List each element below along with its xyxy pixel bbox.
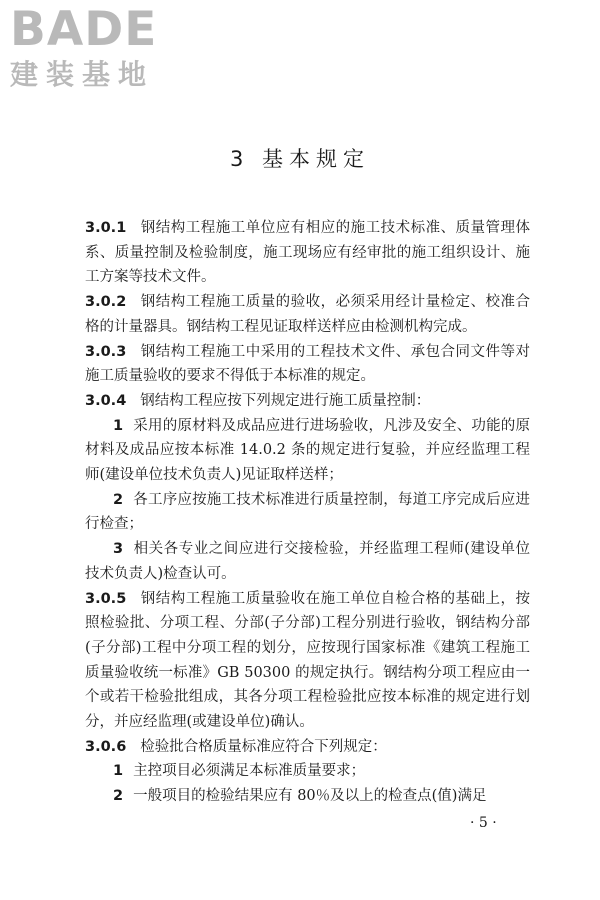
clause-3-0-6 xyxy=(85,735,530,760)
clause-3-0-3 xyxy=(85,340,530,389)
item-text: 相关各专业之间应进行交接检验，并经监理工程师(建设单位技术负责人)检查认可。 xyxy=(85,541,530,582)
item-text: 采用的原材料及成品应进行进场验收，凡涉及安全、功能的原材料及成品应按本标准 14.0.2 条的规定进行复验，并应经监理工程师(建设单位技术负责人)见证取样送样； xyxy=(85,417,530,484)
clause-3-0-5 xyxy=(85,587,530,735)
logo-brand: BADE xyxy=(10,2,158,57)
clause-text: 钢结构工程施工质量验收在施工单位自检合格的基础上，按照检验批、分项工程、分部(子分部)工程分别进行验收，钢结构分部(子分部)工程中分项工程的划分，应按现行国家标准《建筑工程施工质量验收统一标准》GB 50300 的规定执行。钢结构分项工程应由一个或若干检验批组成，其各分项工程检验批应按本标准的规定进行划分，并应经监理(或建设单位)确认。 xyxy=(85,590,530,731)
chapter-title: 3 基本规定 xyxy=(229,147,371,171)
item-text: 主控项目必须满足本标准质量要求； xyxy=(133,763,366,780)
item-number: 3 xyxy=(113,541,124,558)
clause-number: 3.0.2 xyxy=(85,294,127,311)
clause-number: 3.0.4 xyxy=(85,392,127,409)
clause-number: 3.0.1 xyxy=(85,220,127,236)
clause-text: 钢结构工程施工中采用的工程技术文件、承包合同文件等对施工质量验收的要求不得低于本标准的规定。 xyxy=(85,343,530,385)
clause-item xyxy=(85,537,530,586)
clause-item xyxy=(85,488,530,537)
clause-text: 钢结构工程应按下列规定进行施工质量控制： xyxy=(140,392,431,409)
item-text: 一般项目的检验结果应有 80％及以上的检查点(值)满足 xyxy=(133,788,487,805)
clause-text: 检验批合格质量标准应符合下列规定： xyxy=(140,738,387,755)
item-text: 各工序应按施工技术标准进行质量控制，每道工序完成后应进行检查； xyxy=(85,491,530,533)
clause-3-0-4 xyxy=(85,389,530,414)
item-number: 2 xyxy=(113,788,124,805)
logo xyxy=(10,2,175,92)
item-number: 1 xyxy=(113,417,124,434)
clause-item xyxy=(85,759,530,784)
clauses-content xyxy=(85,216,530,809)
logo-subtitle: 建装基地 xyxy=(10,58,155,91)
item-number: 1 xyxy=(113,763,124,780)
clause-text: 钢结构工程施工单位应有相应的施工技术标准、质量管理体系、质量控制及检验制度，施工现场应有经审批的施工组织设计、施工方案等技术文件。 xyxy=(85,220,530,286)
page-number: · 5 · xyxy=(470,815,497,831)
clause-3-0-2 xyxy=(85,290,530,339)
item-number: 2 xyxy=(113,491,124,508)
clause-item xyxy=(85,784,530,809)
clause-number: 3.0.3 xyxy=(85,343,127,360)
clause-number: 3.0.6 xyxy=(85,738,127,755)
clause-item xyxy=(85,414,530,488)
clause-3-0-1 xyxy=(85,216,530,290)
clause-number: 3.0.5 xyxy=(85,590,127,607)
clause-text: 钢结构工程施工质量的验收，必须采用经计量检定、校准合格的计量器具。钢结构工程见证取样送样应由检测机构完成。 xyxy=(85,294,530,335)
